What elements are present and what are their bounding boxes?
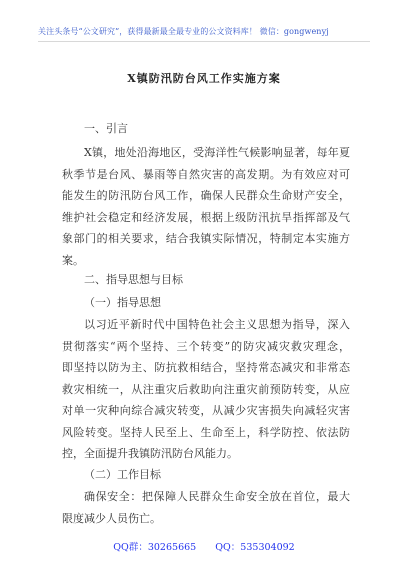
intro-paragraph (62, 142, 350, 271)
guide-paragraph (62, 314, 350, 465)
header-divider (38, 41, 370, 42)
document-title: X镇防汛防台风工作实施方案 (127, 72, 281, 85)
section-heading-intro: 一、引言 (84, 122, 128, 135)
footer-qq-group[interactable]: QQ群：30265665 (113, 542, 197, 553)
paragraph-line: 以习近平新时代中国特色社会主义思想为指导，深入 (84, 318, 350, 331)
paragraph-line: 维护社会稳定和经济发展，根据上级防汛抗旱指挥部及气 (62, 210, 350, 224)
paragraph-line: 秋季节是台风、暴雨等自然灾害的高发期。为有效应对可 (62, 167, 350, 181)
subheading-work-goals: （二）工作目标 (84, 468, 161, 481)
paragraph-line: 象部门的相关要求，结合我镇实际情况，特制定本实施方 (62, 232, 350, 245)
paragraph-line: 案。 (62, 253, 84, 267)
goal-paragraph (62, 486, 350, 529)
paragraph-line: 能发生的防汛防台风工作，确保人民群众生命财产安全， (62, 189, 350, 202)
paragraph-line: 控，全面提升我镇防汛防台风能力。 (62, 447, 238, 460)
subheading-guiding-ideology: （一）指导思想 (84, 296, 161, 309)
paragraph-line: 确保安全：把保障人民群众生命安全放在首位，最大 (84, 490, 350, 503)
paragraph-line: 对单一灾种向综合减灾转变，从减少灾害损失向减轻灾害 (62, 404, 350, 417)
paragraph-line: 贯彻落实“两个坚持、三个转变”的防灾减灾救灾理念， (62, 339, 350, 353)
footer-contact (0, 539, 408, 553)
footer-qq-number[interactable]: QQ：535304092 (215, 542, 295, 553)
paragraph-line: 风险转变。坚持人民至上、生命至上，科学防控、依法防 (62, 425, 350, 439)
paragraph-line: 限度减少人员伤亡。 (62, 511, 161, 525)
paragraph-line: 救灾相统一，从注重灾后救助向注重灾前预防转变，从应 (62, 382, 350, 396)
paragraph-line: X镇，地处沿海地区，受海洋性气候影响显著，每年夏 (84, 146, 350, 159)
section-heading-guide: 二、指导思想与目标 (84, 273, 183, 286)
header-banner[interactable]: 关注头条号“公文研究”，获得最新最全最专业的公文资料库！ 微信：gongwenyj (38, 27, 329, 36)
paragraph-line: 即坚持以防为主、防抗救相结合，坚持常态减灾和非常态 (62, 361, 350, 374)
